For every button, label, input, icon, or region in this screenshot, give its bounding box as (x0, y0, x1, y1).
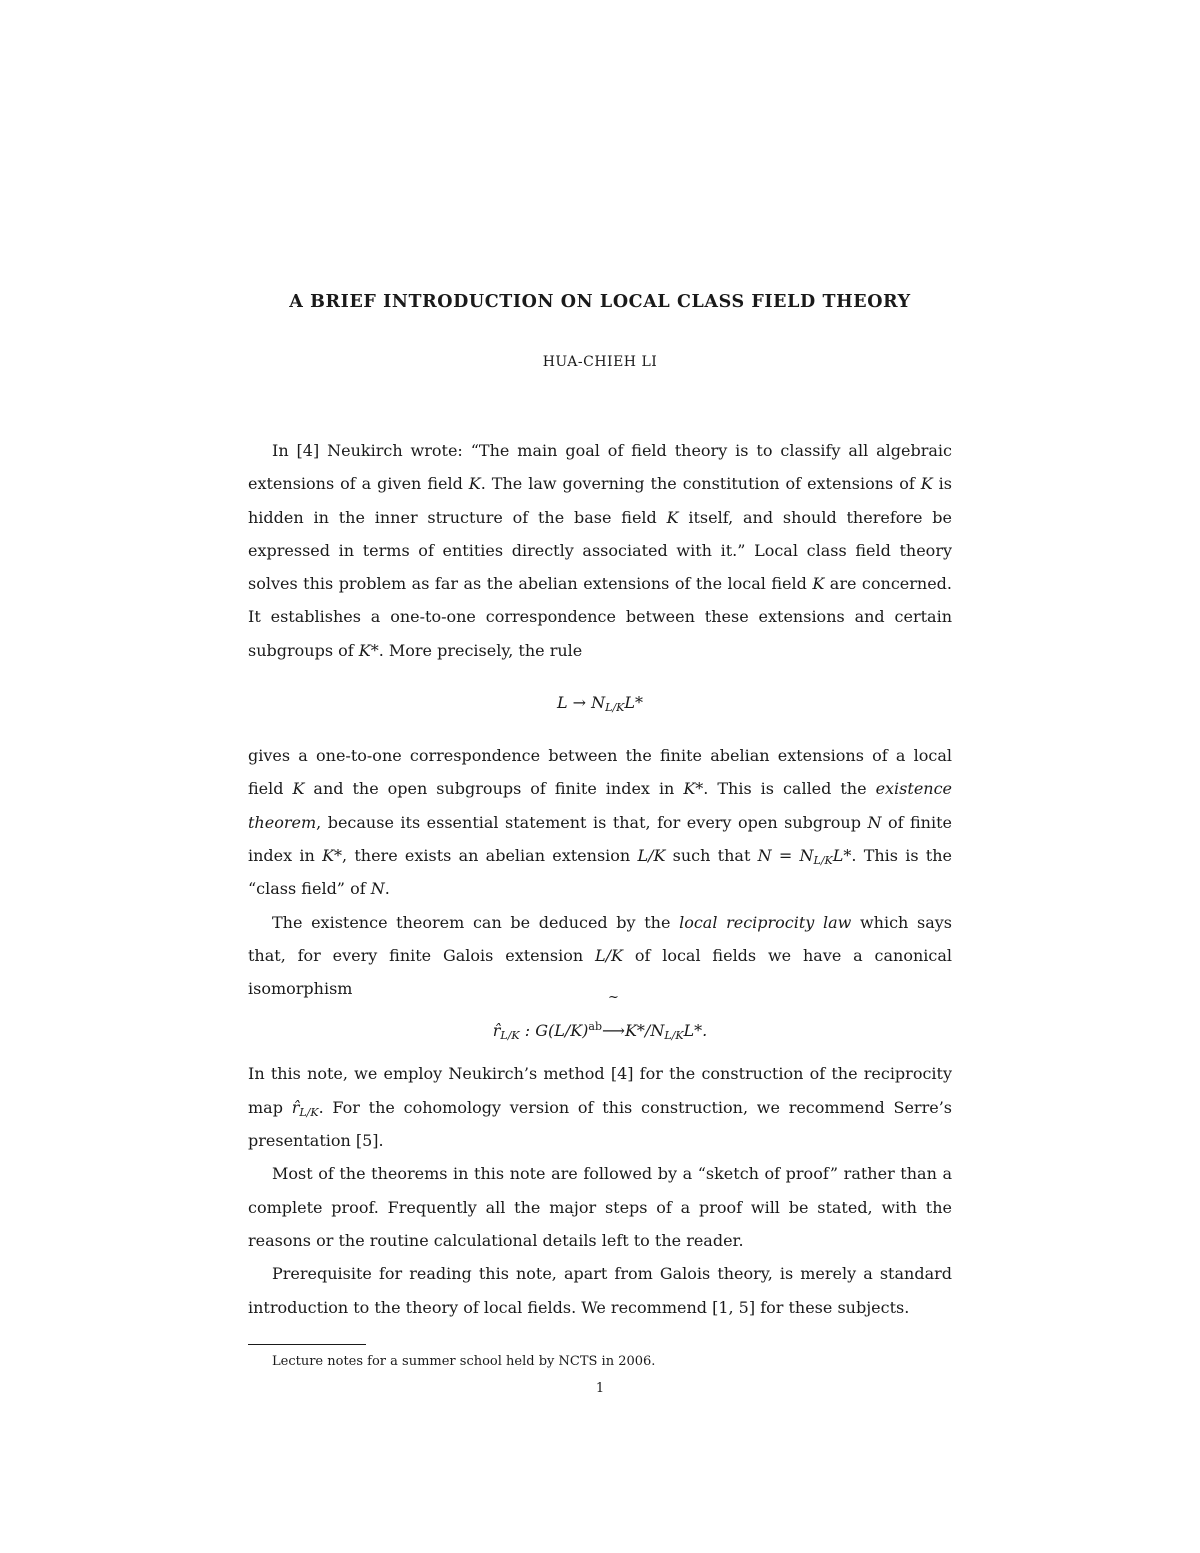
paper-title: A BRIEF INTRODUCTION ON LOCAL CLASS FIELD THEORY (289, 292, 911, 312)
footnote-rule (248, 1344, 366, 1345)
existence-theorem-term: existence theorem (248, 779, 953, 832)
footnote: Lecture notes for a summer school held by NCTS in 2006. (272, 1354, 656, 1369)
paragraph-4: In this note, we employ Neukirch’s method [4] for the construction of the reciprocity map $r̂_{L/K}$. For the cohomology version of this construction, we recommend Serre’s presentation [5]. (248, 1064, 952, 1151)
display-equation-norm-map: $L \to N_{L/K}L*$ (556, 693, 644, 715)
local-reciprocity-law-term: local reciprocity law (679, 912, 852, 932)
paragraph-5: Most of the theorems in this note are followed by a “sketch of proof” rather than a complete proof. Frequently all the major steps of a proof will be stated, with the reasons or the routine calculational details left to the reader. (248, 1164, 952, 1250)
paragraph-1: In [4] Neukirch wrote: “The main goal of field theory is to classify all algebraic extensions of a given field K. The law governing the constitution of extensions of K is hidden in the inner structure of the base field K itself, and should therefore be expressed in terms of entities directly associated with it.” Local class field theory solves this problem as far as the abelian extensions of the local field K are concerned. It establishes a one-to-one correspondence between these extensions and certain subgroups of K*. More precisely, the rule (248, 441, 953, 660)
paper-author: HUA-CHIEH LI (542, 354, 658, 370)
body-text (248, 434, 952, 1324)
paper-page (248, 0, 952, 1553)
paragraph-2: gives a one-to-one correspondence between the finite abelian extensions of a local field K and the open subgroups of finite index in K*. This is called the existence theorem, because its essential statement is that, for every open subgroup N of finite index in K*, there exists an abelian extension L/K such that $N = N_{L/K}L*$. This is the “class field” of N. (248, 746, 953, 899)
display-equation-reciprocity-map: $r̂_{L/K}$ : $G(L/K)^{ab}⟶$ ~ $K*/N_{L/K}L*$. (492, 990, 708, 1043)
page-number: 1 (595, 1381, 605, 1396)
paragraph-6: Prerequisite for reading this note, apart from Galois theory, is merely a standard introduction to the theory of local fields. We recommend [1, 5] for these subjects. (248, 1264, 952, 1317)
paragraph-3: The existence theorem can be deduced by the local reciprocity law which says that, for every finite Galois extension L/K of local fields we have a canonical isomorphism (248, 912, 953, 999)
